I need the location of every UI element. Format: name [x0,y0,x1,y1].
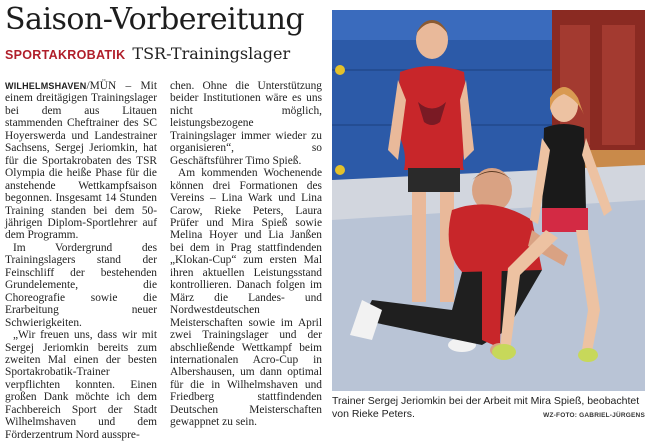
photo-caption: Trainer Sergej Jeriomkin bei der Arbeit mit Mira Spieß, beobachtet von Rieke Peters. [332,395,640,420]
dateline: WILHELMSHAVEN [5,81,87,91]
subheadline-row [5,44,290,65]
paragraph: Im Vordergrund des Trainingslagers stand der Feinschliff der bestehenden Grundelemente, die Choreografie sowie die Erarbeitung neuer Schwierigkeiten. [5,241,157,329]
article-column-2 [170,80,322,429]
section-kicker: SPORTAKROBATIK [5,48,126,62]
paragraph: Am kommenden Wochenende können drei Formationen des Vereins – Lina Wark und Lina Carow, Rieke Peters, Laura Prüfer und Mira Spieß sowie Melina Hoyer und Lia Janßen bei dem in Prag stattfindenden „Klokan-Cup“ zum ersten Mal ihren aktuellen Leistungsstand kontrollieren. Danach folgen im März die Landes- und Nordwestdeutschen Meisterschaften sowie im April zwei Trainingslager und der abschließende Wettkampf beim internationalen Acro-Cup in Albershausen, um dann optimal für die in Wilhelmshaven und Friedberg stattfindenden Deutschen Meisterschaften gewappnet zu sein. [170,167,322,429]
paragraph: „Wir freuen uns, dass wir mit Sergej Jeriomkin bereits zum zweiten Mal einen der besten Sportakrobatik-Trainer verpflichten konnten. Einen großen Dank möchte ich dem Fachbereich Sport der Stadt Wilhelmshaven und dem Förderzentrum Nord ausspre- [5,329,157,441]
paragraph: chen. Ohne die Unterstützung beider Institutionen wäre es uns nicht möglich, leistungsbezogene Trainingslager immer wieder zu organisieren“, so Geschäftsführer Timo Spieß. [170,80,322,167]
paragraph-text: Mit einem dreitägigen Trainingslager bei dem aus Litauen stammenden Cheftrainer des SC Hoyerswerda und Landestrainer Sachsens, Sergej Jeriomkin, hat für die Sportakrobaten des TSR Olympia die heiße Phase für die anstehende Wettkampfsaison begonnen. Insgesamt 14 Stunden Training standen bei dem 50-jährigen Diplom-Sportlehrer auf dem Programm. [5,80,157,242]
subheadline: TSR-Trainingslager [132,44,291,63]
headline: Saison-Vorbereitung [5,2,305,37]
article-photo [332,10,645,391]
gym-training-illustration [332,10,645,391]
paragraph [5,80,157,242]
dateline-suffix: /MÜN – [86,80,132,92]
article-column-1 [5,80,157,441]
photo-credit: WZ-FOTO: GABRIEL-JÜRGENS [543,412,645,419]
